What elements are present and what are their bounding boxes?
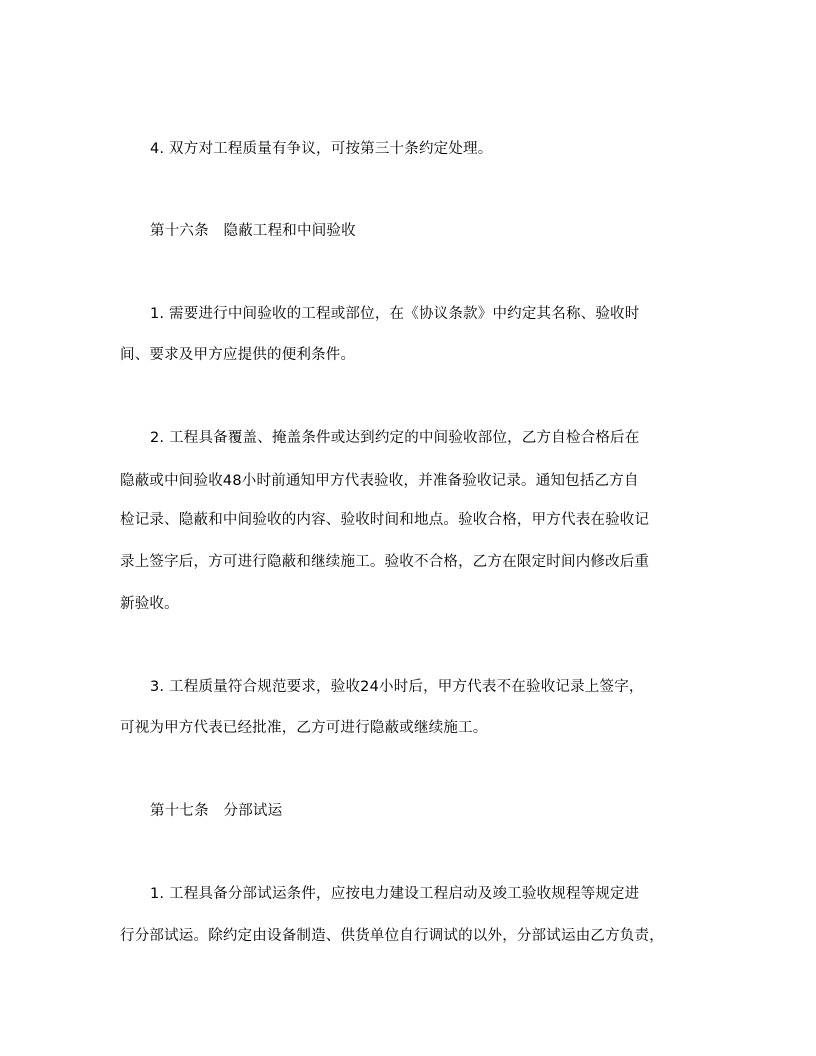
clause-16-item-1-line-1: 1. 需要进行中间验收的工程或部位，在《协议条款》中约定其名称、验收时 bbox=[150, 306, 640, 322]
article-16-heading: 第十六条 隐蔽工程和中间验收 bbox=[150, 223, 356, 239]
clause-16-item-2-line-1: 2. 工程具备覆盖、掩盖条件或达到约定的中间验收部位，乙方自检合格后在 bbox=[150, 430, 640, 446]
clause-16-item-1-line-2: 间、要求及甲方应提供的便利条件。 bbox=[120, 347, 356, 363]
clause-17-item-1-line-2: 行分部试运。除约定由设备制造、供货单位自行调试的以外，分部试运由乙方负责， bbox=[120, 928, 664, 944]
clause-16-item-2-line-5: 新验收。 bbox=[120, 596, 179, 612]
clause-15-item-4: 4. 双方对工程质量有争议，可按第三十条约定处理。 bbox=[150, 141, 493, 157]
clause-16-item-2-line-4: 录上签字后，方可进行隐蔽和继续施工。验收不合格，乙方在限定时间内修改后重 bbox=[120, 554, 650, 570]
clause-16-item-3-line-1: 3. 工程质量符合规范要求，验收24小时后，甲方代表不在验收记录上签字， bbox=[150, 679, 644, 695]
clause-17-item-1-line-1: 1. 工程具备分部试运条件，应按电力建设工程启动及竣工验收规程等规定进 bbox=[150, 886, 640, 902]
clause-16-item-3-line-2: 可视为甲方代表已经批准，乙方可进行隐蔽或继续施工。 bbox=[120, 720, 488, 736]
clause-16-item-2-line-3: 检记录、隐蔽和中间验收的内容、验收时间和地点。验收合格，甲方代表在验收记 bbox=[120, 512, 650, 528]
clause-16-item-2-line-2: 隐蔽或中间验收48小时前通知甲方代表验收，并准备验收记录。通知包括乙方自 bbox=[120, 473, 639, 489]
article-17-heading: 第十七条 分部试运 bbox=[150, 803, 283, 819]
